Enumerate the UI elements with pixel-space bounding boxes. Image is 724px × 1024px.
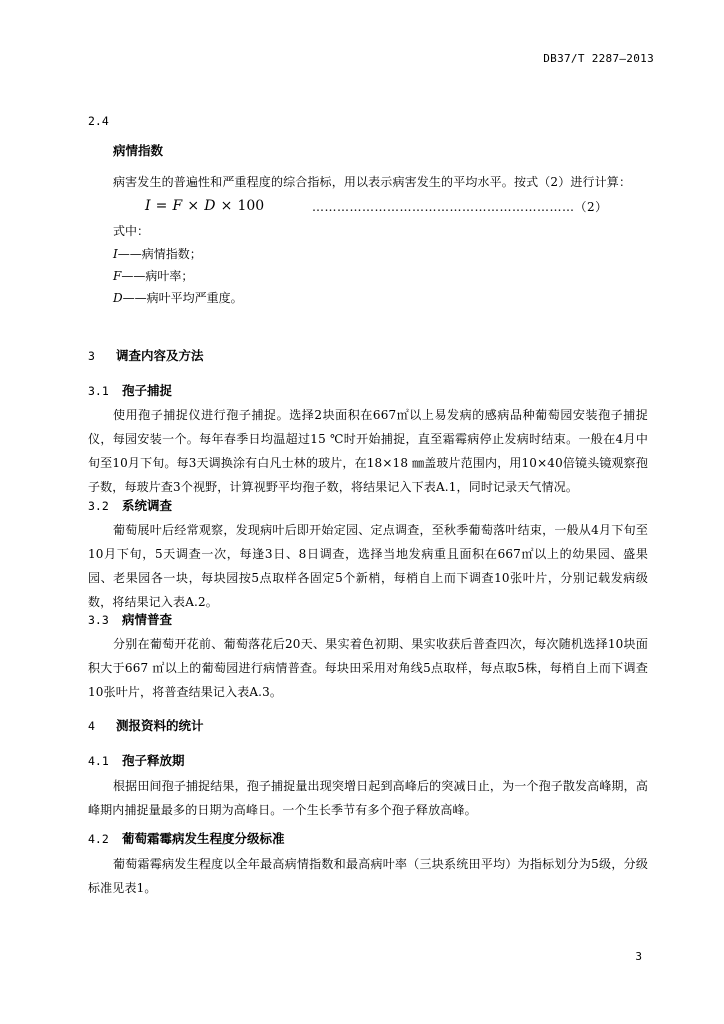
chapter-title: 测报资料的统计 <box>116 718 204 733</box>
formula-symbol-d: D <box>204 198 216 214</box>
chapter-heading-3 <box>88 345 204 364</box>
section-heading-3-1 <box>88 380 172 399</box>
section-heading-3-3 <box>88 609 172 628</box>
section-title: 病情普查 <box>122 612 173 627</box>
definition-symbol: I <box>113 247 118 261</box>
section-number-2-4: 2.4 <box>88 114 109 128</box>
page-number: 3 <box>635 950 642 963</box>
section-number: 4.1 <box>88 754 109 768</box>
definition-line <box>113 245 202 262</box>
section-title: 孢子捕捉 <box>122 383 173 398</box>
paragraph-definition: 病害发生的普遍性和严重程度的综合指标，用以表示病害发生的平均水平。按式（2）进行计算： <box>113 175 632 189</box>
definition-text: ——病情指数； <box>117 247 202 261</box>
section-heading-4-2 <box>88 828 285 847</box>
formula-symbol-f: F <box>172 198 183 214</box>
definition-line <box>113 289 243 306</box>
term-title-disease-index: 病情指数 <box>113 143 164 158</box>
section-number: 3.3 <box>88 613 109 627</box>
paragraph-spore-capture: 使用孢子捕捉仪进行孢子捕捉。选择2块面积在667㎡以上易发病的感病品种葡萄园安装孢子捕捉仪，每园安装一个。每年春季日均温超过15 ℃时开始捕捉，直至霜霉病停止发病时结束。一般在4月中旬至10月下旬。每3天调换涂有白凡士林的玻片，在18×18 ㎜盖玻片范围内，用10×40倍镜头镜观察孢子数，每玻片查3个视野，计算视野平均孢子数，将结果记入下表A.1，同时记录天气情况。 <box>88 408 648 494</box>
definition-text: ——病叶率； <box>121 269 194 283</box>
standard-number: DB37/T 2287—2013 <box>543 52 654 65</box>
chapter-number: 3 <box>88 349 95 363</box>
paragraph-spore-release: 根据田间孢子捕捉结果，孢子捕捉量出现突增日起到高峰后的突减日止，为一个孢子散发高峰期，高峰期内捕捉量最多的日期为高峰日。一个生长季节有多个孢子释放高峰。 <box>88 779 648 817</box>
definition-symbol: F <box>113 269 122 283</box>
section-title: 葡萄霜霉病发生程度分级标准 <box>122 831 285 846</box>
paragraph-grading-standard: 葡萄霜霉病发生程度以全年最高病情指数和最高病叶率（三块系统田平均）为指标划分为5级，分级标准见表1。 <box>88 857 648 895</box>
definition-text: ——病叶平均严重度。 <box>122 291 243 305</box>
chapter-title: 调查内容及方法 <box>116 348 204 363</box>
paragraph-systematic-survey: 葡萄展叶后经常观察，发现病叶后即开始定园、定点调查，至秋季葡萄落叶结束，一般从4月下旬至10月下旬，5天调查一次，每逢3日、8日调查，选择当地发病重且面积在667㎡以上的幼果园、盛果园、老果园各一块，每块园按5点取样各固定5个新梢，每梢自上而下调查10张叶片，分别记载发病级数，将结果记入表A.2。 <box>88 523 648 609</box>
section-heading-4-1 <box>88 750 185 769</box>
chapter-number: 4 <box>88 719 95 733</box>
section-number: 3.2 <box>88 499 109 513</box>
section-heading-3-2 <box>88 495 172 514</box>
formula-leader-dots: ………………………………………………………（2） <box>312 200 608 214</box>
formula-constant: 100 <box>237 198 265 214</box>
paragraph-general-survey: 分别在葡萄开花前、葡萄落花后20天、果实着色初期、果实收获后普查四次，每次随机选择10块面积大于667 ㎡以上的葡萄园进行病情普查。每块田采用对角线5点取样，每点取5株，每梢自上而下调查10张叶片，将普查结果记入表A.3。 <box>88 637 648 699</box>
chapter-heading-4 <box>88 715 204 734</box>
section-number: 3.1 <box>88 384 109 398</box>
formula-disease-index <box>145 198 264 214</box>
section-title: 孢子释放期 <box>122 753 185 768</box>
formula-times: × <box>220 198 233 214</box>
section-number: 4.2 <box>88 832 109 846</box>
formula-times: × <box>187 198 200 214</box>
formula-symbol-i: I <box>145 198 151 214</box>
where-label: 式中： <box>113 224 150 238</box>
formula-equals: = <box>155 198 168 214</box>
section-title: 系统调查 <box>122 498 173 513</box>
definition-symbol: D <box>113 291 123 305</box>
definition-line <box>113 267 193 284</box>
